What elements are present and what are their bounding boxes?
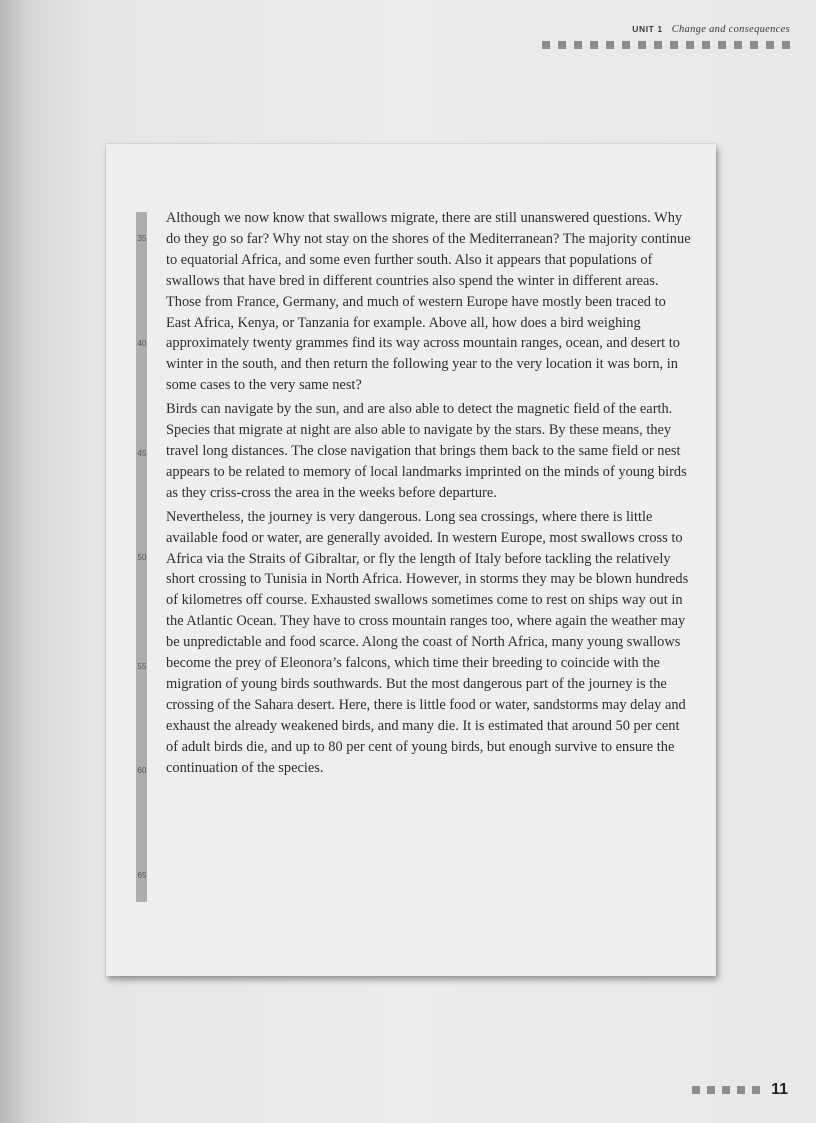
rule-square [686, 41, 694, 49]
rule-square [558, 41, 566, 49]
rule-square [622, 41, 630, 49]
running-header [510, 24, 790, 49]
rule-square [542, 41, 550, 49]
footer-square [692, 1086, 700, 1094]
unit-label: UNIT 1 [632, 24, 663, 34]
rule-square [590, 41, 598, 49]
header-text [510, 24, 790, 35]
paragraph: Birds can navigate by the sun, and are also able to detect the magnetic field of the earth. Species that migrate at night are also able to navigate by the stars. By these means, they travel long distances. The close navigation that brings them back to the same field or nest appears to be related to memory of local landmarks imprinted on the minds of young birds as they criss-cross the area in the weeks before departure. [166, 401, 687, 501]
rule-square [654, 41, 662, 49]
footer-square [737, 1086, 745, 1094]
unit-title: Change and consequences [671, 24, 790, 35]
line-number: 45 [137, 449, 147, 458]
paragraph: Although we now know that swallows migrate, there are still unanswered questions. Why do they go so far? Why not stay on the shores of the Mediterranean? The majority continue to equatorial Africa, and some even further south. Also it appears that populations of swallows that have bred in different countries also spend the winter in different areas. Those from France, Germany, and much of western Europe have mostly been traced to East Africa, Kenya, or Tanzania for example. Above all, how does a bird weighing approximately twenty grammes find its way across mountain ranges, ocean, and desert to winter in the south, and then return the following year to the very location it was born, in some cases to the very same nest? [166, 210, 691, 394]
reading-text-sheet [106, 144, 716, 976]
line-number: 55 [137, 662, 147, 671]
line-number: 65 [137, 871, 147, 880]
rule-square [718, 41, 726, 49]
rule-square [670, 41, 678, 49]
line-number: 50 [137, 553, 147, 562]
line-number: 60 [137, 766, 147, 775]
rule-square [606, 41, 614, 49]
rule-square [638, 41, 646, 49]
paragraph: Nevertheless, the journey is very dangerous. Long sea crossings, where there is little available food or water, are generally avoided. In western Europe, most swallows cross to Africa via the Straits of Gibraltar, or fly the length of Italy before tackling the relatively short crossing to Tunisia in North Africa. However, in storms they may be blown hundreds of kilometres off course. Exhausted swallows sometimes come to rest on ships way out in the Atlantic Ocean. They have to cross mountain ranges too, where again the weather may be unpredictable and food scarce. Along the coast of North Africa, many young swallows become the prey of Eleonora’s falcons, which time their breeding to coincide with the migration of young birds southwards. But the most dangerous part of the journey is the crossing of the Sahara desert. Here, there is little food or water, sandstorms may delay and exhaust the already weakened birds, and many die. It is estimated that around 50 per cent of adult birds die, and up to 80 per cent of young birds, but enough survive to ensure the continuation of the species. [166, 508, 689, 776]
header-square-rule [510, 41, 790, 49]
rule-square [750, 41, 758, 49]
footer-square [722, 1086, 730, 1094]
rule-square [766, 41, 774, 49]
footer-square [752, 1086, 760, 1094]
line-number: 35 [137, 234, 147, 243]
rule-square [574, 41, 582, 49]
footer-square [707, 1086, 715, 1094]
rule-square [734, 41, 742, 49]
rule-square [702, 41, 710, 49]
page-number: 11 [771, 1081, 788, 1098]
page-footer [692, 1081, 788, 1099]
passage-text [166, 208, 691, 778]
rule-square [782, 41, 790, 49]
line-number: 40 [137, 339, 147, 348]
